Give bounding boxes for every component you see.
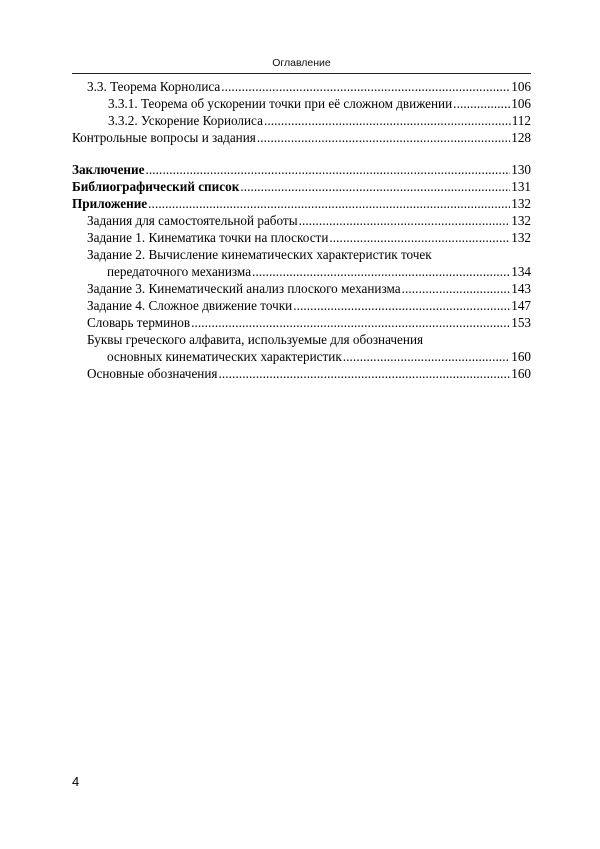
toc-entry-title: Основные обозначения xyxy=(87,366,218,381)
toc-entry-title: Задание 4. Сложное движение точки xyxy=(87,298,293,313)
toc-entry-page: 130 xyxy=(511,162,531,177)
toc-entry-title: 3.3.2. Ускорение Кориолиса xyxy=(108,113,263,128)
toc-entry-control-questions[interactable] xyxy=(72,129,531,146)
toc-entry-page: 132 xyxy=(511,213,531,228)
toc-entry-page: 153 xyxy=(511,315,531,330)
dot-leader xyxy=(453,95,510,112)
toc-entry-task-3[interactable] xyxy=(72,280,531,297)
dot-leader xyxy=(145,161,510,178)
toc-entry-task-4[interactable] xyxy=(72,297,531,314)
toc-entry-page: 147 xyxy=(511,298,531,313)
toc-entry-title: Библиографический список xyxy=(72,179,240,194)
toc-entry-title: Задание 3. Кинематический анализ плоского механизма xyxy=(87,281,401,296)
toc-entry-title-line1: Буквы греческого алфавита, используемые для обозначения xyxy=(87,332,424,347)
toc-entry-title: Задание 1. Кинематика точки на плоскости xyxy=(87,230,329,245)
toc-entry-page: 106 xyxy=(511,96,531,111)
table-of-contents xyxy=(72,78,531,382)
toc-entry-title: 3.3. Теорема Корнолиса xyxy=(87,79,221,94)
toc-entry-page: 132 xyxy=(511,196,531,211)
toc-entry-task-1[interactable] xyxy=(72,229,531,246)
dot-leader xyxy=(240,178,510,195)
toc-entry-conclusion[interactable] xyxy=(72,161,531,178)
page-number: 4 xyxy=(72,774,80,789)
toc-entry-task-2[interactable] xyxy=(72,246,531,280)
dot-leader xyxy=(264,112,511,129)
dot-leader xyxy=(148,195,510,212)
toc-entry-title: Задания для самостоятельной работы xyxy=(87,213,298,228)
toc-entry-page: 128 xyxy=(511,130,531,145)
dot-leader xyxy=(218,365,510,382)
toc-entry-page: 112 xyxy=(511,113,531,128)
toc-entry-title: Заключение xyxy=(72,162,145,177)
toc-entry-3-3-2[interactable] xyxy=(72,112,531,129)
toc-entry-greek-alphabet[interactable] xyxy=(72,331,531,365)
toc-entry-page: 160 xyxy=(511,366,531,381)
dot-leader xyxy=(252,263,510,280)
toc-entry-bibliography[interactable] xyxy=(72,178,531,195)
toc-entry-glossary[interactable] xyxy=(72,314,531,331)
dot-leader xyxy=(221,78,510,95)
dot-leader xyxy=(343,348,510,365)
toc-entry-title-line1: Задание 2. Вычисление кинематических характеристик точек xyxy=(87,247,432,262)
toc-entry-self-study[interactable] xyxy=(72,212,531,229)
toc-entry-page: 134 xyxy=(511,264,531,279)
toc-entry-title: 3.3.1. Теорема об ускорении точки при её сложном движении xyxy=(108,96,453,111)
toc-entry-3-3[interactable] xyxy=(72,78,531,95)
toc-entry-page: 160 xyxy=(511,349,531,364)
dot-leader xyxy=(257,129,510,146)
header-rule xyxy=(72,73,531,74)
dot-leader xyxy=(402,280,511,297)
toc-entry-title: Словарь терминов xyxy=(87,315,191,330)
toc-entry-notation[interactable] xyxy=(72,365,531,382)
toc-entry-page: 131 xyxy=(511,179,531,194)
dot-leader xyxy=(293,297,510,314)
running-header: Оглавление xyxy=(272,57,331,69)
toc-entry-appendix[interactable] xyxy=(72,195,531,212)
dot-leader xyxy=(299,212,511,229)
toc-entry-page: 143 xyxy=(511,281,531,296)
toc-entry-title-line2: передаточного механизма xyxy=(107,264,252,279)
toc-entry-title-line2: основных кинематических характеристик xyxy=(107,349,342,364)
toc-entry-title: Контрольные вопросы и задания xyxy=(72,130,256,145)
dot-leader xyxy=(329,229,510,246)
toc-entry-page: 132 xyxy=(511,230,531,245)
toc-entry-3-3-1[interactable] xyxy=(72,95,531,112)
dot-leader xyxy=(191,314,510,331)
toc-entry-page: 106 xyxy=(511,79,531,94)
toc-entry-title: Приложение xyxy=(72,196,148,211)
